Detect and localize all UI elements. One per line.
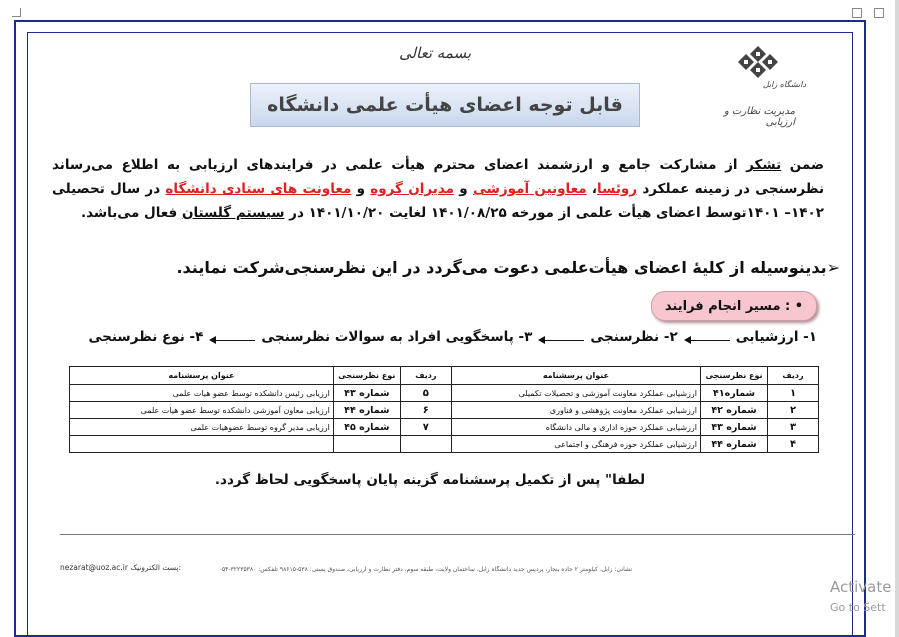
completion-note: لطفا" پس از تکمیل پرسشنامه گزینه پایان پاسخگویی لحاظ گردد. [214,472,646,488]
process-steps [72,324,817,350]
activation-watermark-sub: Go to Sett [830,601,886,614]
activation-watermark: Activate [830,578,892,596]
thanks-word: تشکر [746,157,782,173]
email-address[interactable]: nezarat@uoz.ac.ir [60,563,128,572]
table-row: ۴ شماره ۴۴ ارزشیابی عملکرد حوزه فرهنگی و اجتماعی [70,436,819,453]
table-row: ۳ شماره ۴۳ ارزشیابی عملکرد حوزه اداری و مالی دانشگاه ۷ شماره ۴۵ ارزیابی مدیر گروه توسط عضوهیات علمی [70,419,819,436]
scrollbar-edge[interactable] [895,0,899,637]
table-row: ۲ شماره ۴۲ ارزشیابی عملکرد معاونت پژوهشی و فناوری ۶ شماره ۴۴ ارزیابی معاون آموزشی دانشکده توسط عضو هیات علمی [70,402,819,419]
step-item: ۱- ارزشیابی [735,329,817,345]
invitation-paragraph: ➢بدینوسیله از کلیۀ اعضای هیأت‌علمی دعوت می‌گردد در این نظرسنجی‌شرکت نمایند. [176,258,840,277]
highlight-staff: معاونت های ستادی دانشگاه [165,181,352,197]
step-item: ۳- پاسخگویی افراد به سوالات نظرسنجی [261,329,533,345]
arrow-left-icon [684,334,730,348]
footer-divider [60,534,855,535]
step-item: ۴- نوع نظرسنجی [88,329,204,345]
university-name: دانشگاه زابل [762,80,806,89]
table-header: ردیف نوع نظرسنجی عنوان پرسشنامه ردیف نوع نظرسنجی عنوان پرسشنامه [70,367,819,385]
table-row: ۱ شماره۴۱ ارزشیابی عملکرد معاونت آموزشی و تحصیلات تکمیلی ۵ شماره ۴۳ ارزیابی رئیس دانشکده توسط عضو هیات علمی [70,385,819,402]
highlight-deputies: معاونین آموزشی [472,181,587,197]
footer-address: نشانی: زابل، کیلومتر ۲ جاده بنجار، پردیس جدید دانشگاه زابل، ساختمان ولایت، طبقه سوم، دفتر نظارت و ارزیابی، صندوق پستی: ۵۳۸-۹۸۶۱۵ تلفکس: ۳۲۲۳۵۳۸۰-۰۵۴ [218,566,632,573]
bismillah: بسمه تعالی [398,44,472,62]
survey-table [69,366,819,453]
corner-mark [12,8,21,17]
corner-mark [874,8,884,18]
highlight-managers: مدیران گروه [370,181,454,197]
arrow-left-icon [209,334,255,348]
step-item: ۲- نظرسنجی [590,329,678,345]
golestan-system: سیستم گلستان [181,205,285,221]
bullet-icon: • [794,298,804,314]
highlight-heads: روئسا [597,181,638,197]
intro-paragraph: ضمن تشکر از مشارکت جامع و ارزشمند اعضای محترم هیأت علمی در فرایندهای ارزیابی به اطلاع می‌رساند نظرسنجی در زمینه عملکرد روئسا، معاونین آموزشی و مدیران گروه و معاونت های ستادی دانشگاه در سال تحصیلی ۱۴۰۲– ۱۴۰۱توسط اعضای هیأت علمی از مورخه ۱۴۰۱/۰۸/۲۵ لغایت ۱۴۰۱/۱۰/۲۰ در سیستم گلستان فعال می‌باشد. [52,157,825,221]
process-label: • : مسیر انجام فرایند [651,291,817,321]
org-name: مدیریت نظارت و ارزیابی [724,106,795,128]
arrow-left-icon [538,334,584,348]
footer-email: nezarat@uoz.ac.ir پست الکترونیک: [60,563,182,572]
corner-mark [852,8,862,18]
arrow-bullet-icon: ➢ [826,258,840,277]
page-title: قابل توجه اعضای هیأت علمی دانشگاه [250,83,640,127]
